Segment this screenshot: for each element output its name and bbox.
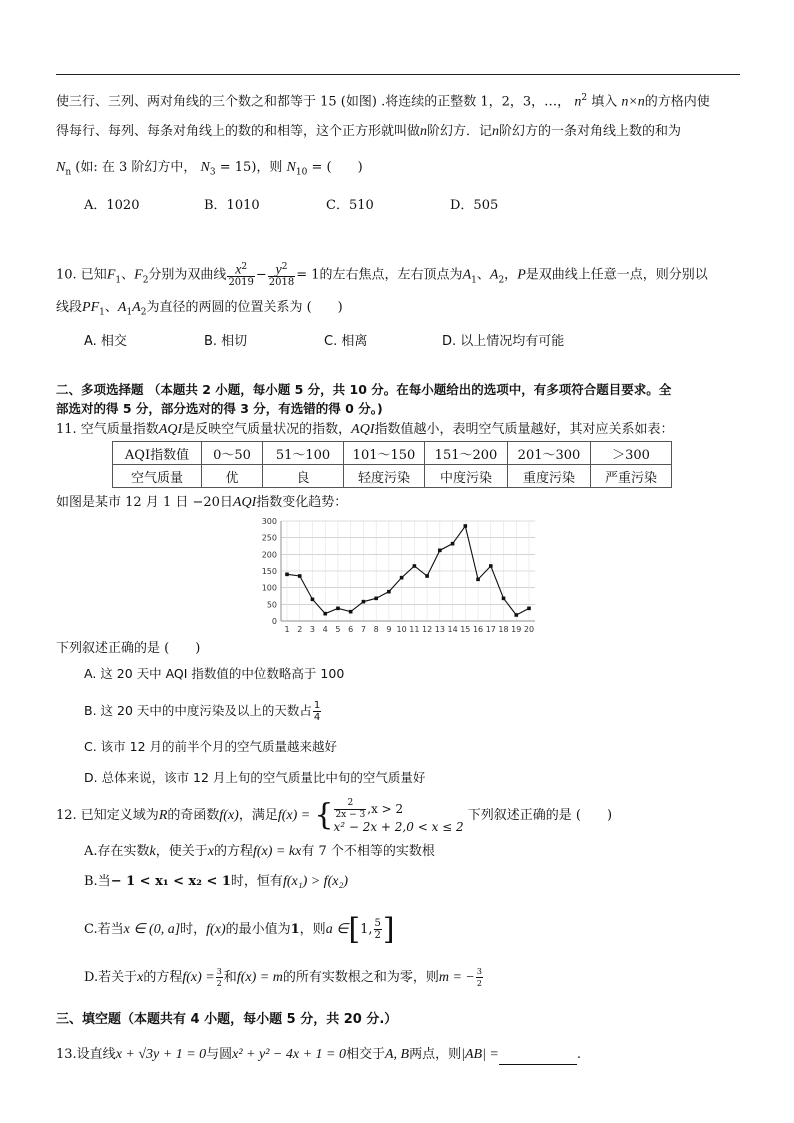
- data-point: [374, 597, 378, 601]
- aqi-table: [112, 441, 672, 488]
- x-tick-label: 18: [498, 625, 509, 634]
- q10-option-a[interactable]: A. 相交: [84, 334, 127, 349]
- q11-option-a[interactable]: A. 这 20 天中 AQI 指数值的中位数略高于 100: [84, 666, 345, 681]
- table-cell: 良: [263, 465, 344, 488]
- header-rule: [56, 74, 740, 75]
- data-point: [438, 549, 442, 553]
- q10-option-c[interactable]: C. 相离: [324, 334, 368, 349]
- data-point: [527, 607, 531, 611]
- aqi-line-chart: [255, 513, 555, 643]
- section3-heading: 三、填空题（本题共有 4 小题，每小题 5 分，共 20 分.）: [56, 1012, 398, 1027]
- q12-option-d[interactable]: D.若关于x的方程f(x) = $\frac{3}{2}$ 和f(x) = m的所有实数根之和为零，则m = − $\frac{3}{2}$: [84, 967, 482, 988]
- q13-stem: 13.设直线x + √3y + 1 = 0与圆x² + y² − 4x + 1 = 0相交于A, B两点，则|AB| = .: [56, 1045, 746, 1065]
- q12-stem: 12. 已知定义域为R的奇函数f(x)，满足f(x) = { $\frac{2}{2x - 3}$ ,x > 2 x² − 2x + 2,0 < x ≤ 2 下列叙述正确的是 ( ): [56, 797, 613, 834]
- q10-line2: 线段$PF_1$、$A_1A_2$为直径的两圆的位置关系为 ( ): [56, 300, 343, 318]
- q11-question: 下列叙述正确的是 ( ): [56, 641, 201, 656]
- x-tick-label: 9: [386, 625, 392, 634]
- q10-frac-y: $\frac{y^2}{2018}$: [268, 262, 295, 289]
- data-point: [285, 573, 289, 577]
- q10-options: [84, 332, 774, 352]
- x-tick-label: 17: [485, 625, 496, 634]
- data-point: [476, 578, 480, 582]
- table-row: [113, 442, 672, 465]
- q12-option-b[interactable]: B.当− 1 < x₁ < x₂ < 1时，恒有f(x₁) > f(x₂): [84, 874, 348, 889]
- q12-piecewise: $\frac{2}{2x - 3}$ ,x > 2 x² − 2x + 2,0 < x ≤ 2: [333, 797, 464, 834]
- q10-option-d[interactable]: D. 以上情况均有可能: [442, 334, 565, 349]
- q9-line1: 使三行、三列、两对角线的三个数之和都等于 15 (如图) .将连续的正整数 1，2，3，…， $n^2$ 填入 n×n的方格内使: [56, 93, 710, 110]
- x-tick-label: 12: [422, 625, 433, 634]
- q9-line2: 得每行、每列、每条对角线上的数的和相等，这个正方形就叫做n阶幻方．记n阶幻方的一条对角线上数的和为: [56, 124, 682, 139]
- data-point: [425, 574, 429, 578]
- y-tick-label: 100: [261, 583, 277, 593]
- x-tick-label: 14: [447, 625, 458, 634]
- x-tick-label: 13: [434, 625, 445, 634]
- y-tick-label: 150: [261, 567, 277, 576]
- data-point: [451, 542, 455, 546]
- table-cell: 51～100: [263, 442, 344, 465]
- table-cell: 轻度污染: [344, 465, 425, 488]
- x-tick-label: 10: [396, 625, 407, 634]
- y-tick-label: 50: [266, 600, 277, 610]
- data-point: [298, 574, 302, 578]
- q9-option-d[interactable]: D．505: [450, 198, 499, 213]
- data-point: [323, 612, 327, 616]
- table-cell: 严重污染: [591, 465, 672, 488]
- table-cell: ＞300: [591, 442, 672, 465]
- table-cell: 0～50: [202, 442, 263, 465]
- q11-line1: 11. 空气质量指数AQI是反映空气质量状况的指数，AQI指数值越小，表明空气质量越好，其对应关系如表：: [56, 422, 674, 437]
- data-point: [514, 613, 518, 617]
- table-cell: 151～200: [425, 442, 508, 465]
- table-cell: 101～150: [344, 442, 425, 465]
- q12-option-c[interactable]: C.若当x ∈ (0, a]时，f(x)的最小值为1，则a ∈[1, $\frac{5}{2}$ ]: [84, 911, 395, 947]
- data-point: [387, 590, 391, 594]
- x-tick-label: 3: [309, 625, 316, 634]
- q12-option-a[interactable]: A.存在实数k，使关于x的方程f(x) = kx有 7 个不相等的实数根: [84, 844, 435, 859]
- x-tick-label: 1: [284, 625, 290, 634]
- data-point: [336, 607, 340, 611]
- data-point: [502, 597, 506, 601]
- data-point: [349, 610, 353, 614]
- y-tick-label: 0: [271, 617, 277, 626]
- data-point: [311, 598, 315, 602]
- q11-chart-intro: 如图是某市 12 月 1 日 −20日AQI指数变化趋势：: [56, 495, 348, 510]
- x-tick-label: 16: [472, 625, 484, 634]
- data-point: [464, 524, 468, 528]
- y-tick-label: 300: [261, 517, 277, 526]
- table-cell: 空气质量: [113, 465, 202, 488]
- q9-option-b[interactable]: B．1010: [204, 198, 260, 213]
- table-row: [113, 465, 672, 488]
- y-tick-label: 250: [261, 533, 277, 543]
- q10-frac-x: $\frac{x^2}{2019}$: [228, 262, 254, 289]
- x-tick-label: 8: [373, 625, 379, 634]
- x-tick-label: 11: [409, 625, 420, 634]
- x-tick-label: 6: [348, 625, 354, 634]
- q9-option-c[interactable]: C．510: [326, 198, 374, 213]
- y-tick-label: 200: [261, 550, 277, 560]
- data-point: [400, 576, 404, 580]
- table-cell: AQI指数值: [113, 442, 202, 465]
- data-point: [413, 564, 417, 568]
- section2-heading-cont: 部选对的得 5 分，部分选对的得 3 分，有选错的得 0 分。): [56, 401, 383, 416]
- data-point: [489, 564, 493, 568]
- q9-option-a[interactable]: A．1020: [84, 198, 140, 213]
- q11-option-b[interactable]: B. 这 20 天中的中度污染及以上的天数占 $\frac{1}{4}$: [84, 700, 321, 723]
- x-tick-label: 7: [360, 625, 366, 634]
- x-tick-label: 15: [460, 625, 471, 634]
- q11-option-d[interactable]: D. 总体来说，该市 12 月上旬的空气质量比中旬的空气质量好: [84, 770, 426, 785]
- x-tick-label: 2: [297, 625, 303, 634]
- q11-option-c[interactable]: C. 该市 12 月的前半个月的空气质量越来越好: [84, 739, 338, 754]
- table-cell: 201～300: [508, 442, 591, 465]
- x-tick-label: 19: [511, 625, 522, 634]
- section2-heading: 二、多项选择题 （本题共 2 小题，每小题 5 分，共 10 分。在每小题给出的选项中，有多项符合题目要求。全: [56, 382, 672, 397]
- q13-answer-blank[interactable]: [499, 1050, 577, 1065]
- series-line: [287, 526, 529, 615]
- q9-line3: $N_n$ (如: 在 3 阶幻方中， $N_3 = 15$)，则 $N_{10}$ = ( ): [56, 160, 363, 178]
- table-cell: 优: [202, 465, 263, 488]
- table-cell: 重度污染: [508, 465, 591, 488]
- q11-frac-quarter: $\frac{1}{4}$: [313, 700, 321, 723]
- q10-line1: 10. 已知$F_1$、$F_2$分别为双曲线 $\frac{x^2}{2019}$ − $\frac{y^2}{2018}$ = 1的左右焦点，左右顶点为$A_1$、$A_2$，P是双曲线上任意一点，则分别以: [56, 262, 708, 289]
- q9-options: [84, 196, 774, 216]
- table-cell: 中度污染: [425, 465, 508, 488]
- x-tick-label: 20: [523, 625, 535, 634]
- data-point: [362, 600, 366, 604]
- q10-option-b[interactable]: B. 相切: [204, 334, 248, 349]
- x-tick-label: 4: [322, 625, 328, 634]
- x-tick-label: 5: [335, 625, 341, 634]
